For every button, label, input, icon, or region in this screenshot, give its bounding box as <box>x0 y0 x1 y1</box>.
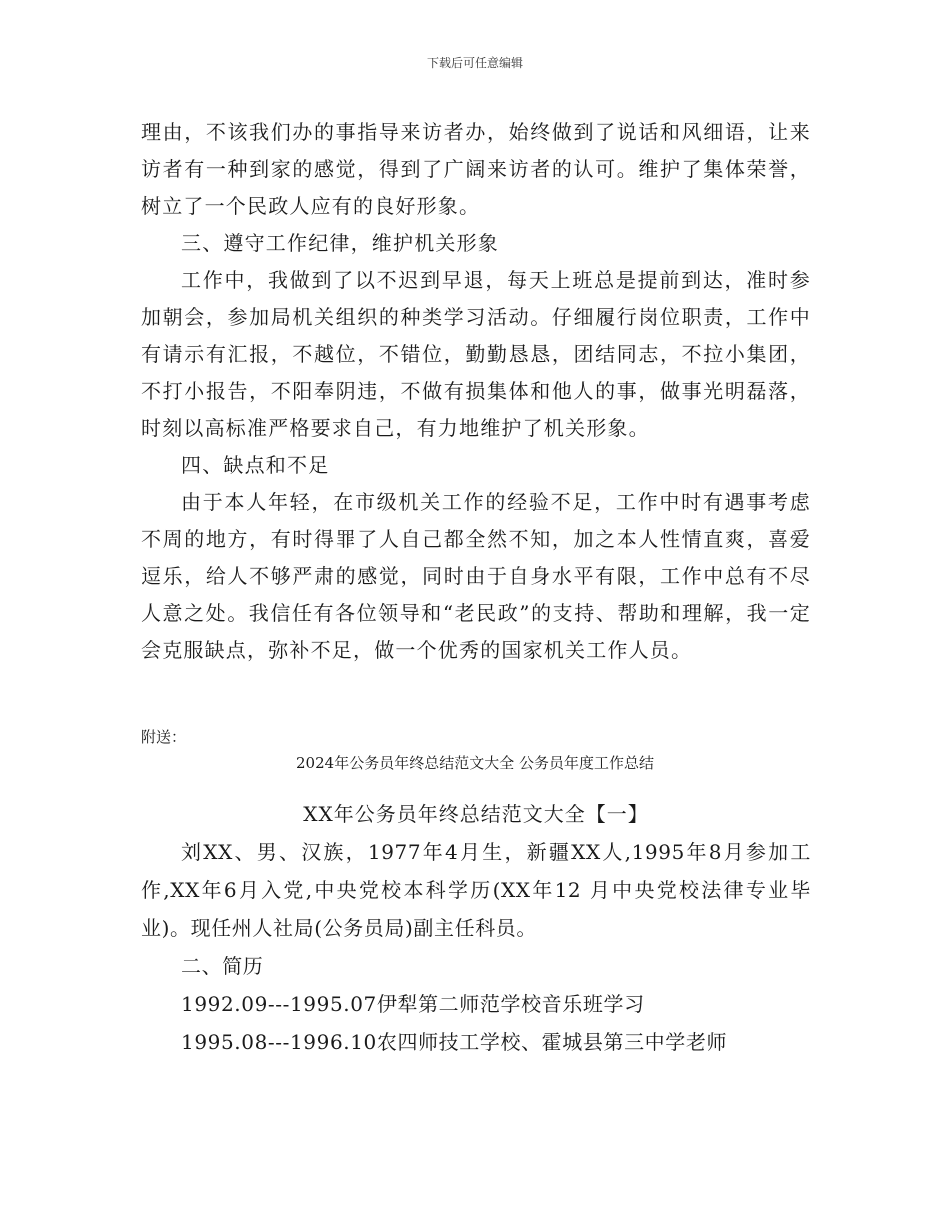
article-intro: 刘XX、男、汉族，1977年4月生，新疆XX人,1995年8月参加工作,XX年6月入党,中央党校本科学历(XX年12 月中央党校法律专业毕业)。现任州人社局(公务员局)副主任科员。 <box>141 840 811 940</box>
page-header: 下载后可任意编辑 <box>426 56 523 70</box>
article-title: XX年公务员年终总结范文大全【一】 <box>303 802 649 826</box>
heading-section-4: 四、缺点和不足 <box>181 453 330 477</box>
main-text-block <box>141 114 811 669</box>
second-article <box>141 795 811 1061</box>
heading-resume: 二、简历 <box>181 954 264 978</box>
paragraph-section-3: 工作中，我做到了以不迟到早退，每天上班总是提前到达，准时参加朝会，参加局机关组织的种类学习活动。仔细履行岗位职责，工作中有请示有汇报，不越位，不错位，勤勤恳恳，团结同志，不拉小集团，不打小报告，不阳奉阴违，不做有损集体和他人的事，做事光明磊落，时刻以高标准严格要求自己，有力地维护了机关形象。 <box>141 268 811 440</box>
heading-section-3: 三、遵守工作纪律，维护机关形象 <box>181 231 499 255</box>
resume-item: 1995.08---1996.10农四师技工学校、霍城县第三中学老师 <box>181 1030 728 1054</box>
paragraph-continued: 理由，不该我们办的事指导来访者办，始终做到了说话和风细语，让来访者有一种到家的感觉，得到了广阔来访者的认可。维护了集体荣誉，树立了一个民政人应有的良好形象。 <box>141 120 811 218</box>
paragraph-section-4: 由于本人年轻，在市级机关工作的经验不足，工作中时有遇事考虑不周的地方，有时得罪了人自己都全然不知，加之本人性情直爽，喜爱逗乐，给人不够严肃的感觉，同时由于自身水平有限，工作中总有不尽人意之处。我信任有各位领导和“老民政”的支持、帮助和理解，我一定会克服缺点，弥补不足，做一个优秀的国家机关工作人员。 <box>141 490 811 662</box>
attachment-label: 附送： <box>141 728 187 746</box>
attachment-title: 2024年公务员年终总结范文大全 公务员年度工作总结 <box>296 754 654 772</box>
resume-item: 1992.09---1995.07伊犁第二师范学校音乐班学习 <box>181 992 645 1016</box>
